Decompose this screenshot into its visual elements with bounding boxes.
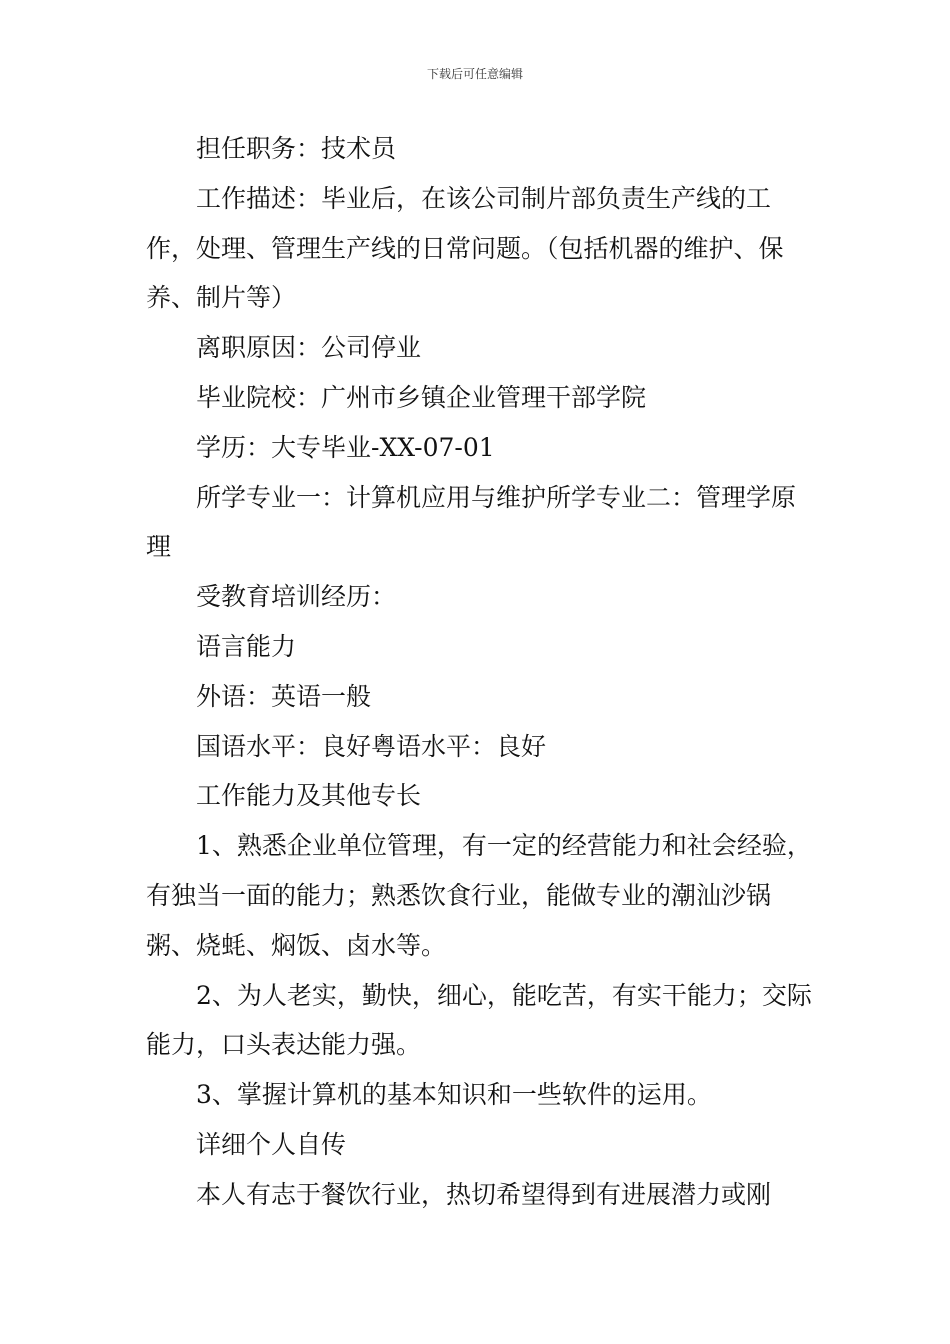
paragraph-bio-heading: 详细个人自传 <box>196 1129 347 1159</box>
paragraph-majors: 所学专业一：计算机应用与维护所学专业二：管理学原理 <box>146 482 797 562</box>
paragraph-language-heading: 语言能力 <box>196 631 297 661</box>
paragraph-school: 毕业院校：广州市乡镇企业管理干部学院 <box>196 382 647 412</box>
paragraph-training: 受教育培训经历： <box>196 582 397 612</box>
paragraph-leave-reason: 离职原因：公司停业 <box>196 333 422 363</box>
paragraph-position: 担任职务：技术员 <box>196 134 397 163</box>
paragraph-dialects: 国语水平：良好粤语水平：良好 <box>196 731 547 761</box>
paragraph-bio: 本人有志于餐饮行业，热切希望得到有进展潜力或刚 <box>196 1179 772 1209</box>
paragraph-skill-1: 1、熟悉企业单位管理，有一定的经营能力和社会经验，有独当一面的能力；熟悉饮食行业，能做专业的潮汕沙锅粥、烧蚝、焖饭、卤水等。 <box>146 831 812 960</box>
paragraph-skills-heading: 工作能力及其他专长 <box>196 781 422 811</box>
paragraph-job-description: 工作描述：毕业后，在该公司制片部负责生产线的工作，处理、管理生产线的日常问题。（包括机器的维护、保养、制片等） <box>146 183 784 313</box>
paragraph-skill-3: 3、掌握计算机的基本知识和一些软件的运用。 <box>196 1080 712 1110</box>
document-body <box>146 124 812 1220</box>
paragraph-skill-2: 2、为人老实，勤快，细心，能吃苦，有实干能力；交际能力，口头表达能力强。 <box>146 980 812 1060</box>
paragraph-education: 学历：大专毕业-XX-07-01 <box>196 432 495 462</box>
paragraph-foreign-language: 外语：英语一般 <box>196 681 372 711</box>
page-header: 下载后可任意编辑 <box>426 67 523 81</box>
